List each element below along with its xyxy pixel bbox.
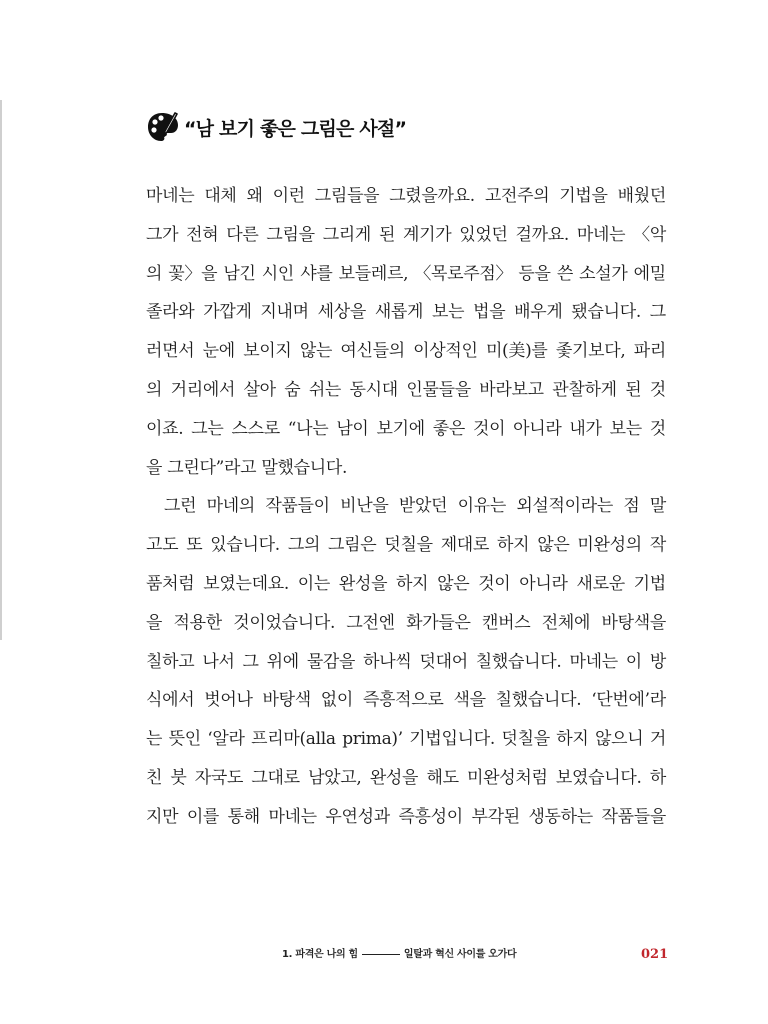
body-word: 품처럼 xyxy=(146,573,195,594)
running-footer xyxy=(282,945,516,960)
body-word: 작 xyxy=(649,535,666,556)
body-word: 생동하는 xyxy=(528,806,593,827)
body-line xyxy=(146,216,666,255)
body-word: 없이 xyxy=(320,690,354,711)
body-word: 좋은 xyxy=(432,418,466,439)
body-word: 배웠던 xyxy=(617,186,666,206)
body-word: 마네의 xyxy=(206,496,255,517)
body-word: 캔버스 xyxy=(482,612,531,633)
section-title: “남 보기 좋은 그림은 사절” xyxy=(184,117,407,140)
body-word: 또 xyxy=(186,535,203,556)
body-word: 칠하고 xyxy=(146,651,195,672)
body-word: 하지 xyxy=(556,729,589,750)
body-word: 식에서 xyxy=(146,690,195,711)
body-word: 됐습니다. xyxy=(571,302,641,323)
body-word: 새롭게 xyxy=(374,302,424,323)
body-word: 거리에서 xyxy=(170,379,236,400)
body-word: 기법입니다. xyxy=(409,729,496,750)
body-word: 덧대어 xyxy=(419,651,468,672)
body-word: 그렸을까요. xyxy=(389,186,475,206)
body-text xyxy=(146,177,666,837)
body-line xyxy=(146,526,666,565)
body-word: 소설가 xyxy=(579,263,628,284)
body-word: 그림을 xyxy=(266,224,315,245)
body-line xyxy=(146,643,666,682)
body-word: 것 xyxy=(649,379,666,400)
body-word: 꽃〉을 xyxy=(168,263,218,284)
body-word: 비난을 xyxy=(340,496,389,517)
body-word: 세상을 xyxy=(317,302,366,323)
body-word: 쉬는 xyxy=(308,379,342,400)
footer-subtitle: 일탈과 혁신 사이를 오가다 xyxy=(403,949,517,960)
body-word: 다른 xyxy=(226,224,259,245)
body-word: 하지 xyxy=(396,573,429,594)
body-word: 하지 xyxy=(497,535,530,556)
body-word: 기법 xyxy=(633,573,666,594)
body-word: 화가들은 xyxy=(406,612,471,633)
body-word: 마네는 xyxy=(576,224,626,245)
body-word: 을 xyxy=(146,457,163,478)
body-word: 있었던 xyxy=(459,224,508,245)
body-word: 걸까요. xyxy=(515,224,569,245)
body-word: 보는 xyxy=(432,302,465,323)
body-word: 그 xyxy=(242,651,259,672)
body-word: 보는 xyxy=(609,418,642,439)
body-word: 나서 xyxy=(202,651,235,672)
body-word: 이를 xyxy=(186,806,220,827)
body-word: 색을 xyxy=(453,690,486,711)
body-word: ‘단번에’라 xyxy=(591,690,666,711)
body-word: 시인 xyxy=(261,263,295,284)
body-word: 의 xyxy=(146,263,163,284)
body-word: 보였습니다. xyxy=(555,767,642,788)
body-word: 이상적인 xyxy=(413,341,478,362)
body-word: 보기에 xyxy=(376,418,425,439)
body-word: 관찰하게 xyxy=(552,379,617,400)
body-word: 을 xyxy=(146,612,163,633)
body-word: 그런 xyxy=(164,496,197,517)
body-word: 남이 xyxy=(336,418,369,439)
body-word: 마네는 xyxy=(146,186,195,206)
body-line xyxy=(146,604,666,643)
body-word: 러면서 xyxy=(146,341,195,362)
body-word: 이런 xyxy=(272,186,305,206)
body-word: 그 xyxy=(649,302,666,323)
body-line xyxy=(146,487,666,526)
body-word: 에밀 xyxy=(633,263,666,284)
body-word: 그전엔 xyxy=(346,612,395,633)
body-word: 적용한 xyxy=(173,612,222,633)
body-line xyxy=(146,565,666,604)
body-word: 왜 xyxy=(246,186,263,206)
body-word: 〈목로주점〉 xyxy=(414,263,513,284)
body-word: 그린다”라고 xyxy=(167,457,257,478)
body-word: 마네는 xyxy=(268,806,317,827)
body-word: 고전주의 xyxy=(484,186,550,206)
body-word: 그의 xyxy=(287,535,321,556)
body-word: 대체 xyxy=(204,186,237,206)
body-word: 완성을 xyxy=(338,573,388,594)
section-heading xyxy=(146,110,406,144)
body-word: 지내며 xyxy=(260,302,309,323)
body-word: 즉흥성이 xyxy=(398,806,463,827)
body-word: 즉흥적으로 xyxy=(362,690,444,711)
palette-brush-icon xyxy=(146,110,180,144)
page-number: 021 xyxy=(641,947,669,962)
body-word: 하 xyxy=(649,767,666,788)
body-word: 방 xyxy=(649,651,666,672)
body-word: 전혀 xyxy=(186,224,219,245)
body-word: 된 xyxy=(625,379,642,400)
body-word: 덧칠을 xyxy=(384,535,433,556)
body-word: “나는 xyxy=(287,418,329,439)
body-word: 우연성과 xyxy=(325,806,390,827)
body-word: 여신들의 xyxy=(340,341,405,362)
body-word: 미완성의 xyxy=(577,535,642,556)
body-word: 말 xyxy=(649,496,666,517)
body-line xyxy=(146,410,666,449)
body-word: 졸라와 xyxy=(146,302,195,323)
body-word: 좇기보다, xyxy=(555,341,626,362)
body-word: 이유는 xyxy=(457,496,506,517)
body-word: 않으니 xyxy=(595,729,644,750)
body-word: 고도 xyxy=(146,535,179,556)
body-word: 살아 xyxy=(243,379,276,400)
body-word: 새로운 xyxy=(576,573,625,594)
body-line xyxy=(146,681,666,720)
body-word: 점 xyxy=(623,496,640,517)
body-word: 제대로 xyxy=(440,535,490,556)
body-word: 계기가 xyxy=(402,224,452,245)
body-word: 뜻인 xyxy=(168,729,201,750)
body-word: 기법을 xyxy=(559,186,608,206)
body-word: 파리 xyxy=(633,341,666,362)
body-word: 덧칠을 xyxy=(501,729,550,750)
body-word: 물감을 xyxy=(306,651,356,672)
body-word: 그가 xyxy=(146,224,179,245)
body-word: 외설적이라는 xyxy=(516,496,614,517)
body-line xyxy=(146,759,666,798)
body-word: 않는 xyxy=(299,341,333,362)
body-word: 동시대 xyxy=(349,379,398,400)
body-word: 것 xyxy=(649,418,666,439)
body-word: 아니라 xyxy=(513,418,562,439)
body-word: 눈에 xyxy=(202,341,235,362)
body-word: 바라보고 xyxy=(479,379,544,400)
body-word: 샤를 xyxy=(300,263,333,284)
body-word: 말했습니다. xyxy=(261,457,348,478)
body-word: 그대로 xyxy=(251,767,300,788)
body-line xyxy=(146,449,666,488)
body-word: 칠했습니다. xyxy=(475,651,562,672)
body-word: 미(美)를 xyxy=(485,341,548,362)
body-word: 의 xyxy=(146,379,163,400)
body-word: 완성을 xyxy=(369,767,419,788)
body-word: 법을 xyxy=(473,302,506,323)
body-word: 남긴 xyxy=(223,263,256,284)
body-word: 아니라 xyxy=(519,573,568,594)
body-line xyxy=(146,720,666,759)
body-word: 보이지 xyxy=(243,341,292,362)
body-line xyxy=(146,293,666,332)
body-word: 스스로 xyxy=(231,418,280,439)
body-word: 거 xyxy=(649,729,666,750)
body-word: 는 xyxy=(146,729,163,750)
body-word: 전체에 xyxy=(541,612,591,633)
body-word: 숨 xyxy=(284,379,301,400)
body-word: 배우게 xyxy=(514,302,563,323)
body-word: 된 xyxy=(378,224,396,245)
body-word: 마네는 xyxy=(569,651,618,672)
body-word: 지만 xyxy=(146,806,179,827)
footer-chapter: 1. 파격은 나의 힘 xyxy=(282,949,358,960)
body-word: 이죠. xyxy=(146,418,184,439)
body-word: 보들레르, xyxy=(338,263,409,284)
body-word: 해도 xyxy=(426,767,459,788)
body-word: 그림들을 xyxy=(314,186,380,206)
body-word: 위에 xyxy=(266,651,299,672)
body-line xyxy=(146,798,666,837)
body-word: 보였는데요. xyxy=(203,573,289,594)
body-word: 가깝게 xyxy=(203,302,252,323)
body-word: 내가 xyxy=(569,418,602,439)
footer-separator xyxy=(362,954,400,955)
body-word: 그는 xyxy=(191,418,224,439)
body-word: 인물들을 xyxy=(406,379,471,400)
body-word: 부각된 xyxy=(471,806,520,827)
body-word: 〈악 xyxy=(633,224,666,245)
body-word: 남았고, xyxy=(308,767,362,788)
body-word: 벗어나 xyxy=(204,690,253,711)
body-word: 통해 xyxy=(227,806,260,827)
body-word: 이는 xyxy=(297,573,330,594)
body-word: 그리게 xyxy=(322,224,372,245)
body-word: 것이었습니다. xyxy=(233,612,336,633)
body-word: 그림은 xyxy=(328,535,377,556)
body-word: 미완성처럼 xyxy=(466,767,548,788)
body-word: 등을 xyxy=(518,263,551,284)
body-word: 하나씩 xyxy=(363,651,412,672)
body-word: 자국도 xyxy=(194,767,244,788)
body-word: 친 xyxy=(146,767,163,788)
body-word: ‘알라 xyxy=(207,729,245,750)
body-word: 않은 xyxy=(437,573,470,594)
body-word: 바탕색 xyxy=(262,690,311,711)
body-word: 이 xyxy=(625,651,642,672)
body-word: 것이 xyxy=(472,418,506,439)
body-word: 쓴 xyxy=(556,263,573,284)
body-word: 붓 xyxy=(170,767,187,788)
page-gutter-line xyxy=(0,100,2,640)
body-line xyxy=(146,332,666,371)
body-word: 받았던 xyxy=(398,496,448,517)
body-word: 칠했습니다. xyxy=(495,690,582,711)
body-line xyxy=(146,255,666,294)
body-word: 작품들이 xyxy=(265,496,330,517)
body-word: 있습니다. xyxy=(210,535,280,556)
body-line xyxy=(146,371,666,410)
body-word: prima)’ xyxy=(342,729,403,750)
body-word: 작품들을 xyxy=(601,806,666,827)
body-word: 것이 xyxy=(478,573,511,594)
body-word: 바탕색을 xyxy=(601,612,666,633)
body-word: 않은 xyxy=(537,535,570,556)
body-line xyxy=(146,177,666,216)
body-word: 프리마(alla xyxy=(251,729,336,750)
